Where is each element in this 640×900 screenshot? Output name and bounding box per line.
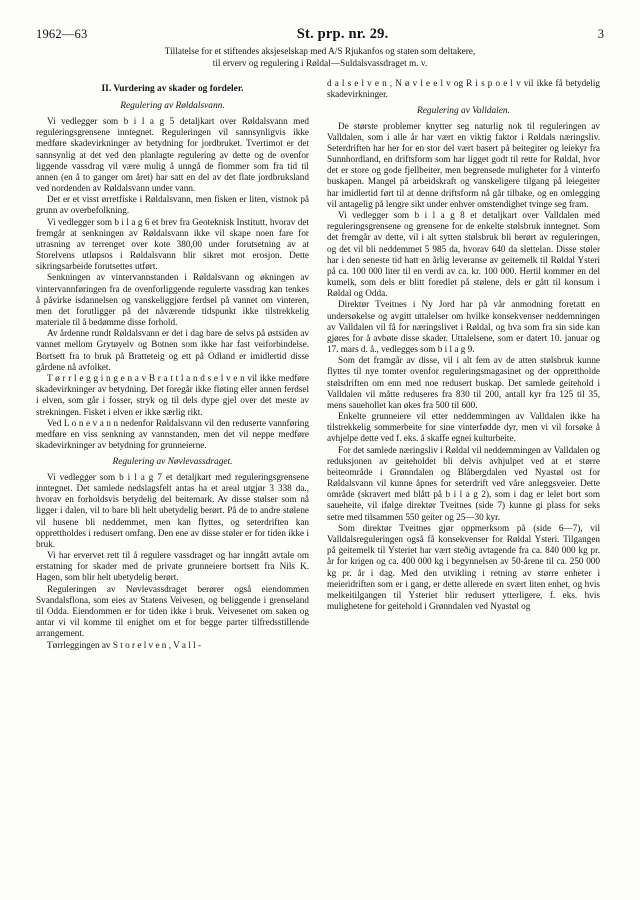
- paragraph: Vi har ervervet rett til å regulere vassdraget og har inngått avtale om erstatning for skader med de private grunneiere bortsett fra Nils K. Hagen, som blir helt ubetydelig berørt.: [36, 550, 309, 583]
- paragraph: Reguleringen av Nøvlevassdraget berører også eiendommen Svandalsflona, som eies av Statens Veivesen, og beliggende i grenseland til Odda. Eiendommen er for tiden ikke i bruk. Veivesenet om saken og antar vi vil komme til enighet om et for begge parter tilfredsstillende arrangement.: [36, 583, 309, 639]
- paragraph: Direktør Tveitnes i Ny Jord har på vår anmodning foretatt en undersøkelse og avgitt uttalelser om hvilke konsekvenser neddemningen av Valldalen vil få for næringslivet i Røldal, og hva som fra sin side kan gjøres for å avbøte disse skader. Uttalelsene, som er datert 10. januar og 17. mars d. å., vedlegges som b i l a g 9.: [327, 299, 600, 355]
- paragraph: Av årdenne rundt Røldalsvann er det i dag bare de selvs på østsiden av vannet mellom Grytøyelv og Botnen som ikke har fast veiforbindelse. Bortsett fra to bruk på Bratteteig og ett på Odland er imidlertid disse gårdene nå avfolket.: [36, 328, 309, 372]
- paragraph: Vi vedlegger som b i l a g 5 detaljkart over Røldalsvann med reguleringsgrensene inntegnet. Reguleringen vil sannsynligvis ikke medføre skadevirkninger av betydning for jordbruket. Tvertimot er det sannsynlig at det ved den planlagte regulering av dette og de ovenfor liggende vassdrag vil være mulig å unngå de flommer som fra tid til annen (en å to ganger om året) har satt en del av det flate jordbruksland ved nordenden av Røldalsvann under vann.: [36, 116, 309, 194]
- paragraph: Vi vedlegger som b i l a g 7 et detaljkart med reguleringsgrensene inntegnet. Det samlede nedslagsfelt antas ha et areal utgjør 3 338 da., hvorav en forholdsvis betydelig del beitemark. Av disse stølser som nå ligger i dalen, vil to bare bli helt ubetydelig berørt. På de to andre stølene vil husene bli neddemmet, men kan flyttes, og seterdriften kan opprettholdes i redusert omfang. Den ene av disse støler er for tiden ikke i bruk.: [36, 471, 309, 549]
- paragraph: For det samlede næringsliv i Røldal vil neddemmingen av Valldalen og reduksjonen av geiteholdet bli delvis avhjulpet ved at et større beiteområde i Grønndalen og Blåbergdalen ved Nyastøl ost for Røldalsvann vil kunne åpnes for seterdrift ved våre anleggsveier. Dette område (skravert med blått på b i l a g 2), som i dag er lelet bort som saueheite, vil ifølge direktør Tveitnes (side 7) kunne gi plass for seks setre med tilsammen 550 geiter og 25—30 kyr.: [327, 444, 600, 522]
- paragraph: Enkelte grunneiere vil etter neddemmingen av Valldalen ikke ha tilstrekkelig sommerbeite for sine vinterfødde dyr, men vi vil forsøke å avhjelpe dette ved f. eks. å skaffe egnei kulturbeite.: [327, 411, 600, 444]
- paragraph-continued: d a l s e l v e n , N ø v l e e l v og R i s p o e l v vil ikke få betydelig skadevirkninger.: [327, 77, 600, 99]
- header-title: St. prp. nr. 29.: [296, 26, 389, 42]
- paragraph: De største problemer knytter seg naturlig nok til reguleringen av Valldalen, som i alle år har vært en viktig faktor i Røldals næringsliv. Seterdriften har her for en stor del vært basert på beitegiter og leiekyr fra Sunnhordland, en driftsform som har ligget godt til rette for Røldal, hvor det er store og gode fjellbeiter, men begrensede muligheter for å vinterfo buskapen. Mangel på arbeidskraft og vanskeligere tilgang på leiegeiter har imidlertid ført til at denne driftsform nå går tilbake, og en omlegging vil antagelig på lengre sikt under enhver omstendighet tvinge seg fram.: [327, 120, 600, 209]
- paragraph: Ved L o n e v a n n nedenfor Røldalsvann vil den reduserte vannføring medføre en viss senkning av vannstanden, men det vil neppe medføre skadevirkninger av betydning for grunneierne.: [36, 417, 309, 451]
- text-columns: [36, 78, 604, 878]
- header-page-number: 3: [597, 27, 604, 41]
- paragraph: Vi vedlegger som b i l a g 8 et detaljkart over Valldalen med reguleringsgrensene og grensene for de enkelte stølsbruk inntegnet. Som det fremgår av dette, vil i alt sytten stølsbruk bli berørt av reguleringen, og det vil bli neddemmet 5 985 da, hvorav 640 da slettelan. Disse støler har i den seneste tid hatt en årlig leveranse av geitemelk til Røldal Ysteri på ca. 100 000 liter til en verdi av ca. kr. 100 000. Hertil kommer en del kumelk, som dels er blitt foredlet på stølene, dels er gått til konsum i Røldal og Odda.: [327, 210, 600, 299]
- subheading-regulering-roldalsvann: Regulering av Røldalsvann.: [120, 101, 225, 112]
- header-year-range: 1962—63: [36, 27, 88, 41]
- document-subtitle: [36, 46, 604, 71]
- section-heading-vurdering: II. Vurdering av skader og fordeler.: [101, 83, 244, 94]
- paragraph: Som direktør Tveitnes gjør oppmerksom på (side 6—7), vil Valldalsreguleringen også få konsekvenser for Røldal Ysteri. Tilgangen på geitemelk til Ysteriet har vært steðig avtagende fra ca. 840 000 kg pr. år for krigen og ca. 400 000 kg i begynnelsen av 50-årene til ca. 250 000 kg pr. år i dag. Med den utvikling i retning av større enheter i meieridriften som er i gang, er dette allerede en svært liten enhet, og hvis melkeitilgangen til Ysteriet blir redusert ytterligere, f. eks. hvis mulighetene for geitehold i Grønndalen ved Nyastøl og: [327, 522, 600, 612]
- subheading-regulering-novlevassdraget: Regulering av Nøvlevassdraget.: [112, 457, 233, 468]
- right-column: [327, 78, 600, 878]
- page-header: [36, 26, 604, 43]
- paragraph: Som det framgår av disse, vil i alt fem av de atten stølsbruk kunne flyttes til nye tomter ovenfor reguleringsmagasinet og der opprettholde stølsdriften om enn med noe redusert buskap. Det samlede geitehold i Valldalen vil måtte reduseres fra 830 til 200, antall kyr fra 125 til 35, mens sauehollet kan økes fra 500 til 600.: [327, 355, 600, 410]
- paragraph: Senkningen av vintervannstanden i Røldalsvann og økningen av vintervannføringen fra de ovenforliggende regulerte vassdrag kan tenkes å påvirke isdannelsen og vanskeliggjøre ferdsel på vannet om vinteren, men det forutligger på det nåværende tidspunkt ikke tilstrekkelig materiale til å bedømme disse forhold.: [36, 272, 309, 328]
- subheading-regulering-valldalen: Regulering av Valldalen.: [417, 105, 510, 116]
- paragraph: Det er et visst ørretfiske i Røldalsvann, men fisken er liten, vistnok på grunn av overbefolkning.: [36, 194, 309, 216]
- left-column: [36, 78, 309, 878]
- paragraph: Vi vedlegger som b i l a g 6 et brev fra Geoteknisk Institutt, hvorav det fremgår at senkningen av Røldalsvann ikke vil skape noen fare for utrasning av terrenget over kote 380,00 under forutsetning av at Storelvens utløpsos i Røldalsvann blir sikret mot erosjon. Dette sikringsarbeide forutsettes utført.: [36, 216, 309, 272]
- subtitle-line-2: til erverv og regulering i Røldal—Suldalsvassdraget m. v.: [212, 59, 428, 70]
- paragraph: Tørrleggingen av S t o r e l v e n , V a l l -: [47, 639, 202, 650]
- paragraph-brattlandselven: T ø r r l e g g i n g e n a v B r a t t l a n d s e l v e n vil ikke medføre skadevirkninger av betydning. Det foregår ikke fløting eller annen ferdsel i elven, som går i fosser, stryk og til dels dype gjel over det meste av strekningen. Fisket i elven er ikke særlig rikt.: [36, 372, 309, 417]
- subtitle-line-1: Tillatelse for et stiftendes aksjeselskap med A/S Rjukanfos og staten som deltakere,: [164, 47, 476, 57]
